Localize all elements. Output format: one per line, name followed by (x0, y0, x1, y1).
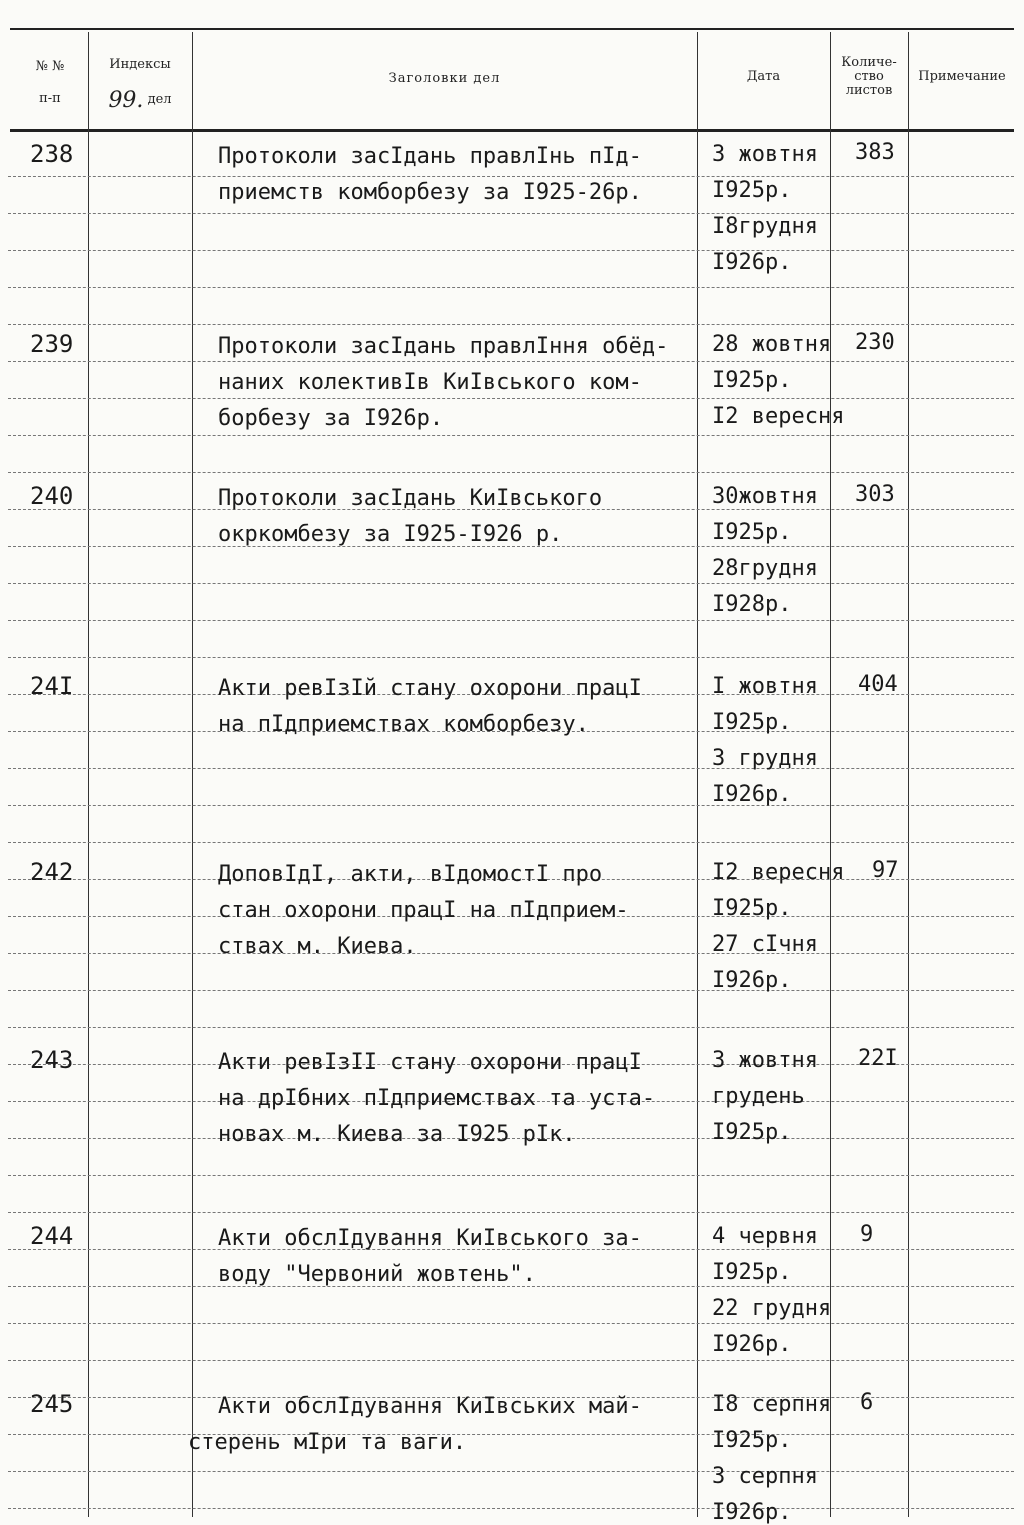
row-date-line: 30жовтня (712, 484, 818, 509)
ruled-line (8, 620, 1014, 621)
row-date-line: 3 жовтня (712, 142, 818, 167)
row-number: 243 (30, 1046, 74, 1074)
ruled-line (8, 953, 1014, 954)
ruled-line (8, 213, 1014, 214)
row-number: 242 (30, 858, 74, 886)
row-number: 24I (30, 672, 74, 700)
ruled-line (8, 324, 1014, 325)
row-date-line: I8 серпня (712, 1392, 832, 1417)
ruled-line (8, 1212, 1014, 1213)
row-date-line: I8грудня (712, 214, 818, 239)
ruled-line (8, 361, 1014, 362)
ruled-line (8, 1471, 1014, 1472)
row-title-line: новах м. Киева за I925 рIк. (218, 1122, 576, 1147)
ruled-line (8, 583, 1014, 584)
row-title-line: Акти ревIзIй стану охорони працI (218, 676, 642, 701)
ruled-line (8, 1323, 1014, 1324)
row-title-line: Акти ревIзII стану охорони працI (218, 1050, 642, 1075)
row-date-line: I926р. (712, 1332, 792, 1357)
row-title-line: воду "Червоний жовтень". (218, 1262, 536, 1287)
row-title-line: на пIдприемствах комборбезу. (218, 712, 589, 737)
row-date-line: I925р. (712, 178, 792, 203)
header-titles: Заголовки дел (388, 71, 501, 86)
row-date-line: 28грудня (712, 556, 818, 581)
ruled-line (8, 768, 1014, 769)
row-sheet-count: 6 (860, 1390, 874, 1415)
header-count: Количе- ство листов (841, 55, 897, 98)
row-date-line: 28 жовтня (712, 332, 832, 357)
row-date-line: 22 грудня (712, 1296, 832, 1321)
row-title-line: стан охорони працI на пIдприем- (218, 898, 629, 923)
row-title-line: окркомбезу за I925-I926 р. (218, 522, 563, 547)
column-divider (908, 32, 909, 1517)
row-number: 244 (30, 1222, 74, 1250)
row-date-line: I2 вересня (712, 860, 845, 885)
ruled-line (8, 176, 1014, 177)
header-bottom-border (10, 129, 1014, 132)
column-divider (88, 32, 89, 1517)
ruled-line (8, 1360, 1014, 1361)
ruled-line (8, 1175, 1014, 1176)
ruled-line (8, 990, 1014, 991)
header-num: № № п-п (35, 59, 65, 106)
row-title-line: стерень мIри та ваги. (188, 1430, 467, 1455)
row-title-line: приемств комборбезу за I925-26р. (218, 180, 642, 205)
row-title-line: Протоколи засIдань правлIння обёд- (218, 334, 669, 359)
row-sheet-count: 9 (860, 1222, 874, 1247)
row-date-line: 27 сIчня (712, 932, 818, 957)
row-date-line: I жовтня (712, 674, 818, 699)
ruled-line (8, 472, 1014, 473)
header-note: Примечание (918, 69, 1006, 84)
column-divider (830, 32, 831, 1517)
row-date-line: I925р. (712, 1428, 792, 1453)
row-date-line: I925р. (712, 896, 792, 921)
ruled-line (8, 287, 1014, 288)
row-date-line: I928р. (712, 592, 792, 617)
row-date-line: 3 серпня (712, 1464, 818, 1489)
row-sheet-count: 97 (872, 858, 899, 883)
ruled-line (8, 1027, 1014, 1028)
ruled-line (8, 1434, 1014, 1435)
row-number: 239 (30, 330, 74, 358)
row-date-line: I926р. (712, 1500, 792, 1525)
column-divider (192, 32, 193, 1517)
row-title-line: Протоколи засIдань правлIнь пIд- (218, 144, 642, 169)
row-title-line: Акти обслIдування КиIвських май- (218, 1394, 642, 1419)
header-index: Индексы 99. дел (108, 57, 172, 113)
row-title-line: на дрIбних пIдприемствах та уста- (218, 1086, 656, 1111)
row-title-line: Акти обслIдування КиIвського за- (218, 1226, 642, 1251)
row-number: 238 (30, 140, 74, 168)
row-date-line: I925р. (712, 368, 792, 393)
row-title-line: Протоколи засIдань КиIвського (218, 486, 603, 511)
row-date-line: I925р. (712, 1120, 792, 1145)
row-date-line: I925р. (712, 1260, 792, 1285)
ruled-line (8, 1508, 1014, 1509)
handwritten-index: 99. (108, 88, 144, 113)
row-date-line: 4 червня (712, 1224, 818, 1249)
header-date: Дата (746, 69, 781, 84)
ruled-line (8, 805, 1014, 806)
row-date-line: I2 вересня (712, 404, 845, 429)
ruled-line (8, 398, 1014, 399)
row-title-line: наних колективIв КиIвського ком- (218, 370, 642, 395)
column-divider (697, 32, 698, 1517)
row-date-line: I926р. (712, 250, 792, 275)
row-date-line: I926р. (712, 968, 792, 993)
row-date-line: I925р. (712, 710, 792, 735)
row-title-line: ствах м. Киева. (218, 934, 417, 959)
row-title-line: борбезу за I926р. (218, 406, 444, 431)
top-border (10, 28, 1014, 30)
ruled-line (8, 657, 1014, 658)
ruled-line (8, 250, 1014, 251)
row-number: 240 (30, 482, 74, 510)
row-sheet-count: 230 (855, 330, 895, 355)
row-title-line: ДоповIдI, акти, вIдомостI про (218, 862, 603, 887)
ruled-line (8, 842, 1014, 843)
row-date-line: I926р. (712, 782, 792, 807)
row-number: 245 (30, 1390, 74, 1418)
row-date-line: I925р. (712, 520, 792, 545)
row-sheet-count: 383 (855, 140, 895, 165)
row-date-line: 3 жовтня (712, 1048, 818, 1073)
row-sheet-count: 303 (855, 482, 895, 507)
row-date-line: грудень (712, 1084, 805, 1109)
row-sheet-count: 22I (858, 1046, 898, 1071)
ruled-line (8, 435, 1014, 436)
row-date-line: 3 грудня (712, 746, 818, 771)
row-sheet-count: 404 (858, 672, 898, 697)
